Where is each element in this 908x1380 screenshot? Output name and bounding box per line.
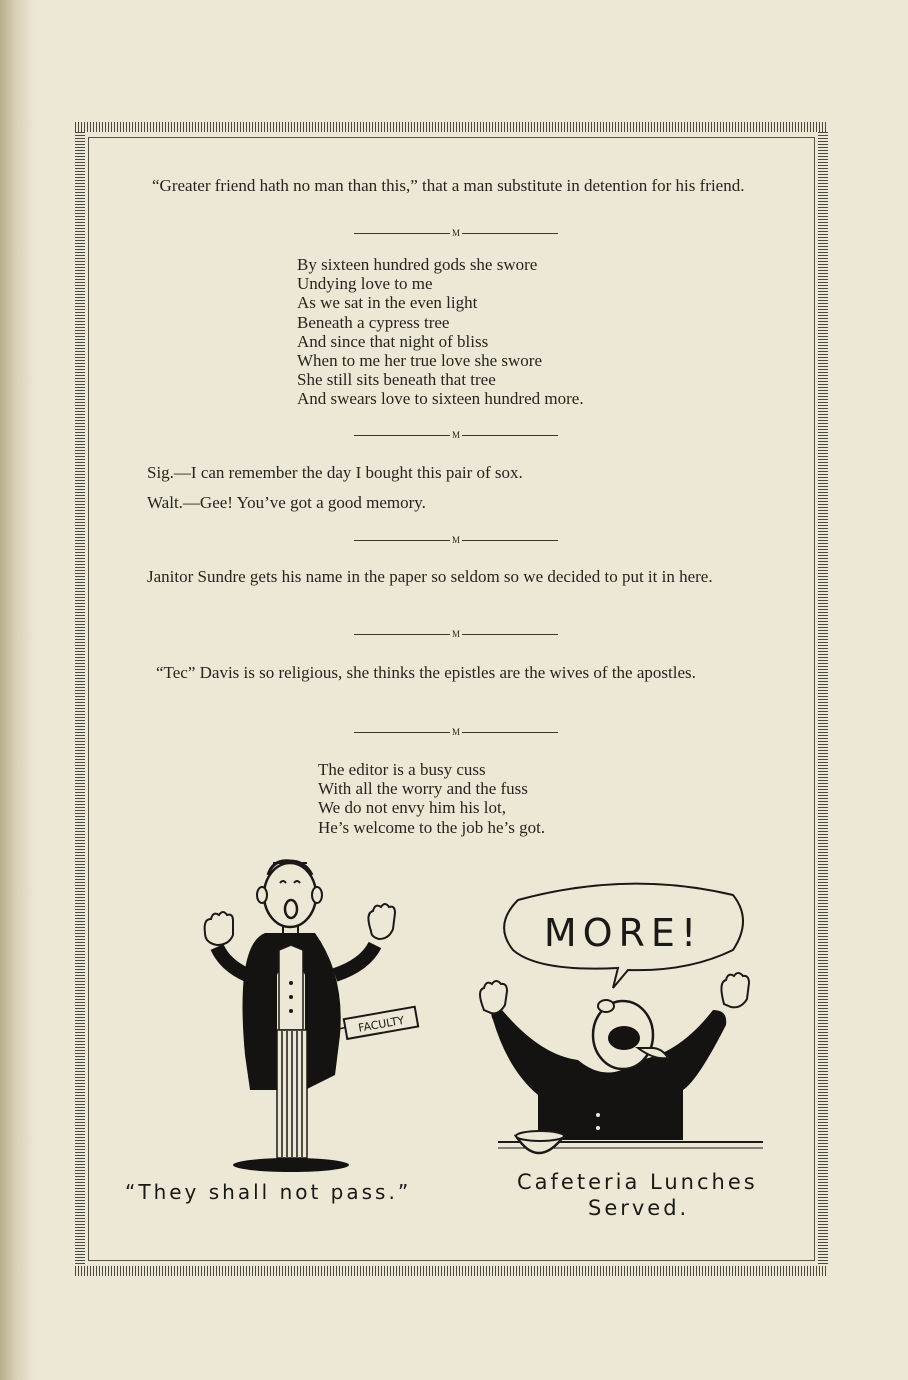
frame-inner-rule <box>88 1260 815 1261</box>
poem-line: By sixteen hundred gods she swore <box>297 255 538 274</box>
speech-bubble-text: MORE! <box>543 911 703 955</box>
frame-border-left <box>75 132 85 1266</box>
joke-text: “Tec” Davis is so religious, she thinks the epistles are the wives of the apostles. <box>156 663 696 682</box>
separator-mark: M <box>452 535 461 545</box>
caption-served: Served. <box>588 1196 690 1220</box>
frame-inner-rule <box>814 137 815 1260</box>
poem-busy-editor <box>318 760 545 837</box>
faculty-tag-label: FACULTY <box>357 1013 406 1035</box>
dialog-sig: Sig.—I can remember the day I bought this pair of sox. <box>147 463 523 482</box>
page-gutter-shadow <box>0 0 36 1380</box>
hungry-student-illustration <box>478 880 778 1180</box>
poem-line: Beneath a cypress tree <box>297 312 450 332</box>
separator-mark: M <box>452 727 461 737</box>
joke-text: “Greater friend hath no man than this,” that a man substitute in detention for his friend. <box>152 176 745 195</box>
poem-line: We do not envy him his lot, <box>318 798 506 818</box>
separator-mark: M <box>452 228 461 238</box>
faculty-man-illustration <box>195 855 435 1185</box>
poem-line: She still sits beneath that tree <box>297 370 496 390</box>
frame-border-top <box>75 122 828 132</box>
joke-greater-friend <box>118 177 785 195</box>
frame-border-right <box>818 132 828 1266</box>
poem-line: With all the worry and the fuss <box>318 779 528 799</box>
joke-tec-davis <box>118 664 785 682</box>
separator-mark: M <box>452 629 461 639</box>
poem-line: As we sat in the even light <box>297 293 478 313</box>
separator-mark: M <box>452 430 461 440</box>
poem-line: When to me her true love she swore <box>297 351 542 371</box>
section-separator <box>354 725 558 739</box>
poem-line: Undying love to me <box>297 274 433 294</box>
caption-cafeteria-lunches: Cafeteria Lunches <box>517 1170 758 1194</box>
caption-they-shall-not-pass: “They shall not pass.” <box>125 1180 412 1204</box>
poem-line: The editor is a busy cuss <box>318 760 486 779</box>
poem-line: And swears love to sixteen hundred more. <box>297 389 584 409</box>
frame-inner-rule <box>88 137 89 1260</box>
joke-janitor <box>118 568 785 586</box>
dialog-walt: Walt.—Gee! You’ve got a good memory. <box>147 493 426 512</box>
poem-line: And since that night of bliss <box>297 331 489 351</box>
frame-border-bottom <box>75 1266 828 1276</box>
poem-sixteen-hundred <box>297 255 584 409</box>
frame-inner-rule <box>88 137 815 138</box>
section-separator <box>354 533 558 547</box>
section-separator <box>354 627 558 641</box>
poem-line: He’s welcome to the job he’s got. <box>318 817 546 837</box>
section-separator <box>354 428 558 442</box>
joke-text: Janitor Sundre gets his name in the paper so seldom so we decided to put it in here. <box>147 567 713 586</box>
section-separator <box>354 226 558 240</box>
